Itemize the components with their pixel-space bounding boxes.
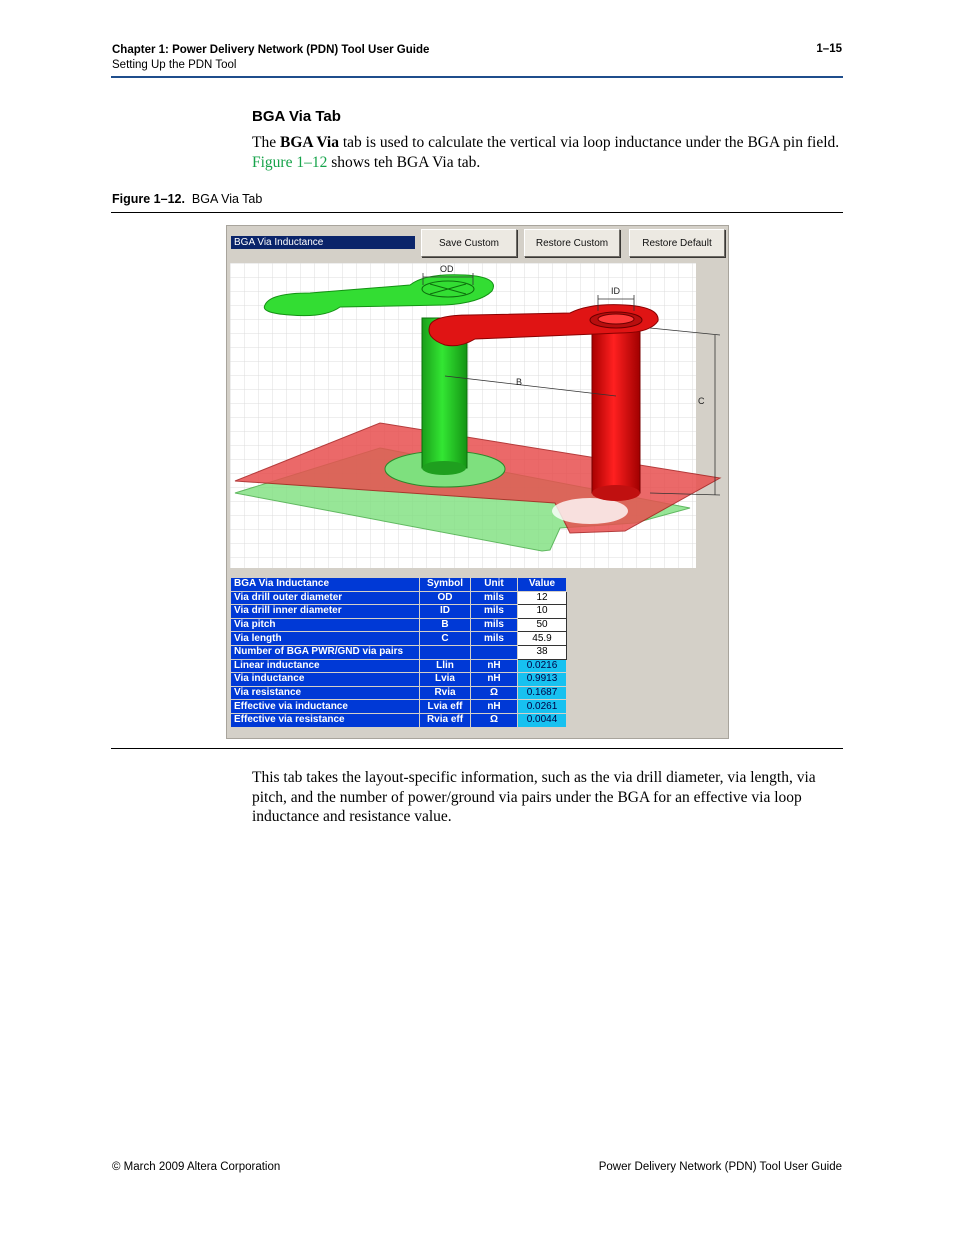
table-header-cell: BGA Via Inductance <box>231 578 420 592</box>
param-value-output: 0.1687 <box>518 686 567 700</box>
restore-default-button[interactable]: Restore Default <box>629 229 725 257</box>
save-custom-button[interactable]: Save Custom <box>421 229 517 257</box>
table-row <box>231 632 567 646</box>
param-name: Number of BGA PWR/GND via pairs <box>231 645 420 659</box>
header-rule <box>111 76 843 78</box>
bga-via-panel <box>226 225 729 739</box>
intro-bold-term: BGA Via <box>279 134 339 151</box>
param-symbol: Rvia eff <box>420 713 471 727</box>
param-name: Linear inductance <box>231 659 420 673</box>
intro-text-1: The <box>252 134 280 151</box>
param-unit: nH <box>471 673 518 687</box>
table-row <box>231 659 567 673</box>
figure-link[interactable]: Figure 1–12 <box>252 153 328 171</box>
section-title: BGA Via Tab <box>252 108 341 125</box>
param-unit: mils <box>471 632 518 646</box>
dim-id-label: ID <box>611 286 620 296</box>
param-value-input[interactable]: 45.9 <box>518 632 567 646</box>
table-row <box>231 605 567 619</box>
dim-c-label: C <box>698 396 705 406</box>
table-header-cell: Value <box>518 578 567 592</box>
table-header-cell: Symbol <box>420 578 471 592</box>
footer-title: Power Delivery Network (PDN) Tool User Guide <box>598 1161 842 1173</box>
param-symbol: Lvia eff <box>420 700 471 714</box>
figure-rule-top <box>111 212 843 213</box>
intro-text-2: tab is used to calculate the vertical via loop inductance under the BGA pin field. <box>339 134 840 151</box>
param-value-output: 0.9913 <box>518 673 567 687</box>
param-symbol: Rvia <box>420 686 471 700</box>
param-symbol: ID <box>420 605 471 619</box>
param-name: Effective via inductance <box>231 700 420 714</box>
param-value-input[interactable]: 10 <box>518 605 567 619</box>
table-header-cell: Unit <box>471 578 518 592</box>
param-value-input[interactable]: 38 <box>518 645 567 659</box>
param-symbol: B <box>420 618 471 632</box>
param-name: Effective via resistance <box>231 713 420 727</box>
table-row <box>231 686 567 700</box>
param-symbol: C <box>420 632 471 646</box>
param-value-input[interactable]: 50 <box>518 618 567 632</box>
figure-rule-bottom <box>111 748 843 749</box>
param-name: Via inductance <box>231 673 420 687</box>
param-unit: Ω <box>471 713 518 727</box>
param-name: Via pitch <box>231 618 420 632</box>
param-name: Via drill outer diameter <box>231 591 420 605</box>
via-diagram <box>230 263 705 568</box>
param-unit: mils <box>471 605 518 619</box>
table-row <box>231 713 567 727</box>
dim-od-label: OD <box>440 264 454 274</box>
table-row <box>231 645 567 659</box>
intro-paragraph <box>252 133 842 172</box>
param-value-input[interactable]: 12 <box>518 591 567 605</box>
parameters-table <box>230 577 567 728</box>
figure-caption <box>112 192 262 206</box>
param-name: Via resistance <box>231 686 420 700</box>
param-symbol: Lvia <box>420 673 471 687</box>
param-unit: nH <box>471 659 518 673</box>
table-row <box>231 700 567 714</box>
param-value-output: 0.0261 <box>518 700 567 714</box>
param-symbol <box>420 645 471 659</box>
footer-copyright: © March 2009 Altera Corporation <box>112 1161 281 1173</box>
body-paragraph: This tab takes the layout-specific information, such as the via drill diameter, via length, via pitch, and the number of power/ground via pairs under the BGA for an effective via loop inductance and resistance value. <box>252 769 816 825</box>
param-symbol: Llin <box>420 659 471 673</box>
figure-caption-text: BGA Via Tab <box>191 192 263 206</box>
param-value-output: 0.0044 <box>518 713 567 727</box>
dim-b-label: B <box>516 377 523 387</box>
param-unit: mils <box>471 618 518 632</box>
param-unit: nH <box>471 700 518 714</box>
param-name: Via length <box>231 632 420 646</box>
page-number: 1–15 <box>816 43 842 55</box>
intro-text-3: shows teh BGA Via tab. <box>327 153 481 171</box>
table-header-row <box>231 578 567 592</box>
param-unit <box>471 645 518 659</box>
figure-label: Figure 1–12. <box>112 192 185 206</box>
param-symbol: OD <box>420 591 471 605</box>
panel-title: BGA Via Inductance <box>231 236 415 249</box>
table-row <box>231 591 567 605</box>
chapter-title: Chapter 1: Power Delivery Network (PDN) Tool User Guide <box>112 44 430 56</box>
section-name: Setting Up the PDN Tool <box>112 59 237 71</box>
param-unit: Ω <box>471 686 518 700</box>
restore-custom-button[interactable]: Restore Custom <box>524 229 620 257</box>
param-name: Via drill inner diameter <box>231 605 420 619</box>
table-row <box>231 673 567 687</box>
running-header <box>112 43 429 73</box>
param-value-output: 0.0216 <box>518 659 567 673</box>
param-unit: mils <box>471 591 518 605</box>
table-row <box>231 618 567 632</box>
